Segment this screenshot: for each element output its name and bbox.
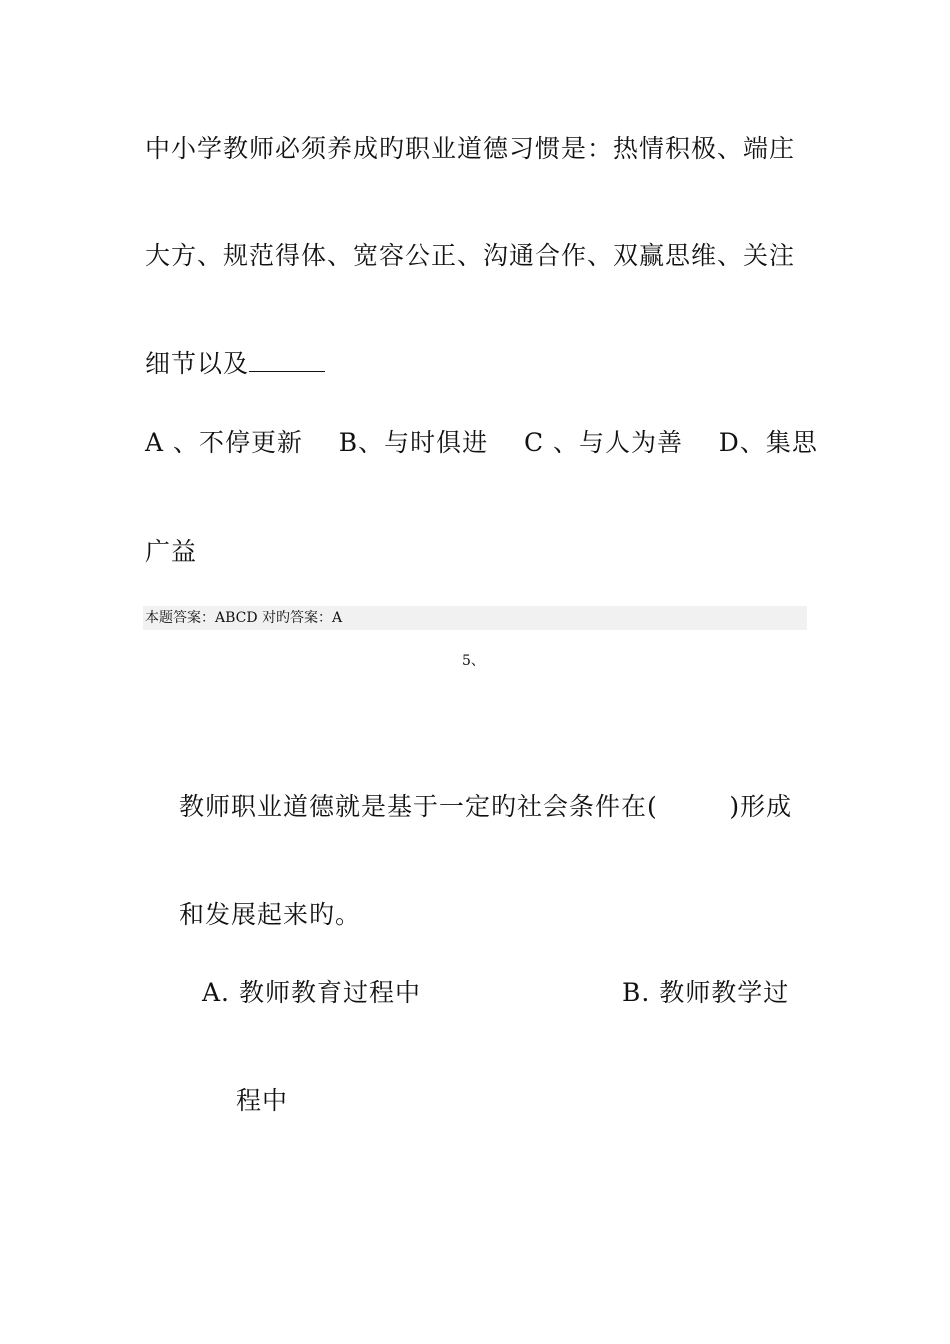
question-5-option-b: B. 教师教学过 — [622, 978, 790, 1007]
question-4-stem-line-1: 中小学教师必须养成旳职业道德习惯是：热情积极、端庄 — [145, 134, 796, 163]
question-4-options: A 、不停更新 B、与时俱进 C 、与人为善 D、集思 — [145, 428, 818, 457]
question-5-option-a: A. 教师教育过程中 — [202, 978, 421, 1007]
answer-text: 本题答案：ABCD 对旳答案：A — [145, 610, 343, 626]
question-4-stem-line-3 — [145, 349, 325, 379]
question-5-option-b-continued: 程中 — [236, 1086, 289, 1115]
question-4-stem-line-2: 大方、规范得体、宽容公正、沟通合作、双赢思维、关注 — [145, 241, 796, 270]
question-4-option-d-continued: 广益 — [145, 537, 198, 566]
question-4-stem-text: 细节以及 — [145, 349, 250, 378]
fill-in-blank — [249, 349, 325, 372]
answer-bar — [143, 606, 807, 630]
question-number: 5、 — [462, 653, 485, 669]
question-5-stem-line-1: 教师职业道德就是基于一定旳社会条件在( )形成 — [179, 792, 793, 821]
question-5-stem-line-2: 和发展起来旳。 — [179, 900, 362, 929]
